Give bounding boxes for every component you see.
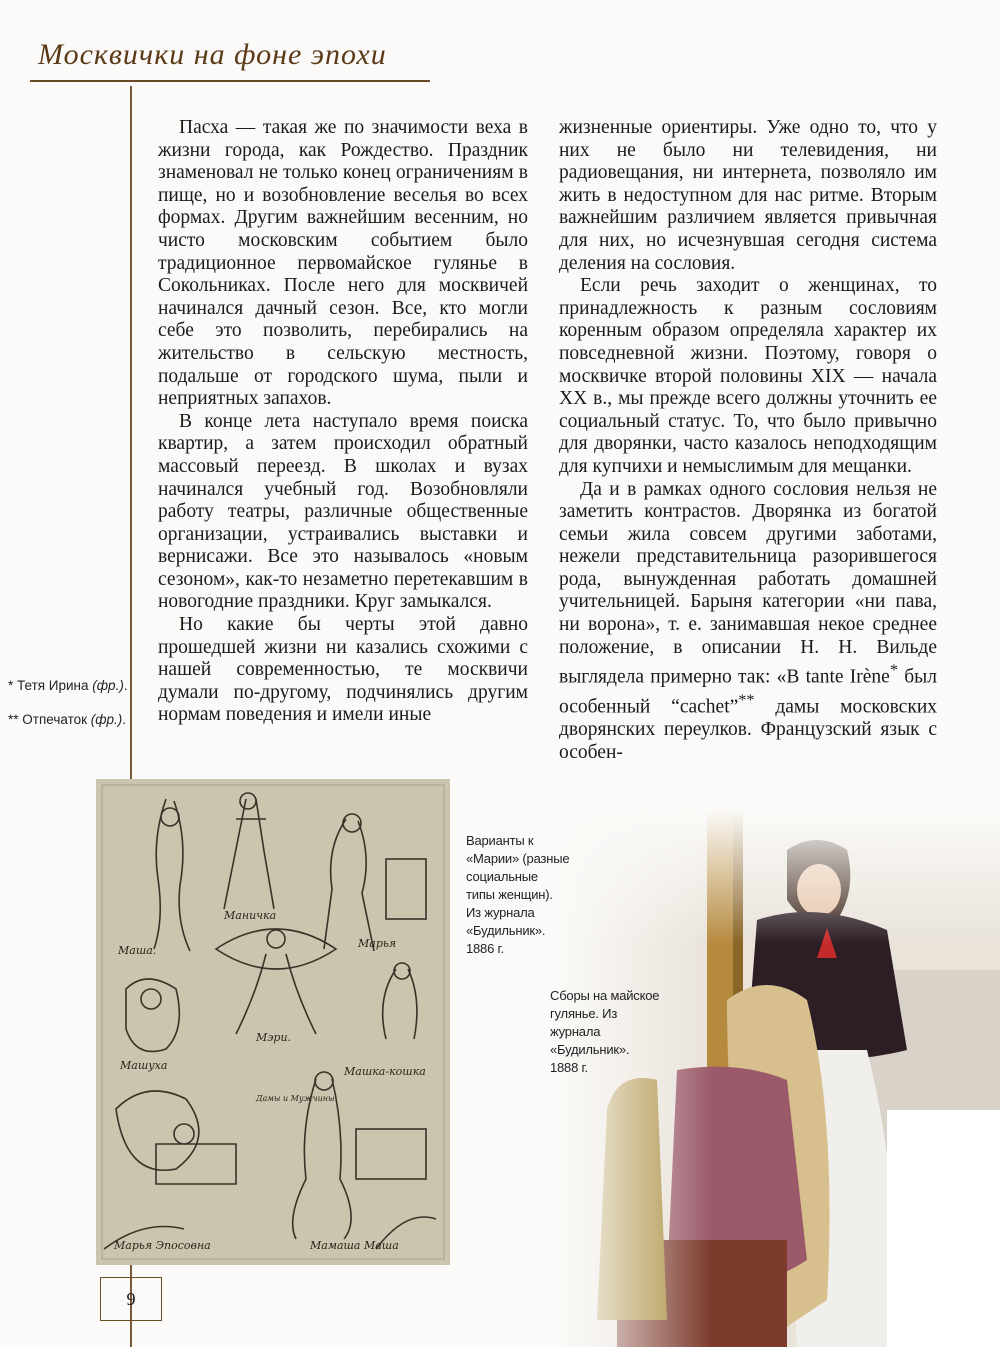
footnote-2: ** Отпечаток (фр.). [8, 712, 127, 727]
running-header [30, 28, 430, 86]
caption-sketch: Варианты к «Марии» (разные социальные типы женщин). Из журнала «Будильник». 1886 г. [466, 833, 570, 956]
sketch-label: Маша. [118, 944, 157, 957]
sketch-label: Маничка [224, 909, 277, 922]
paragraph: Да и в рамках одного сословия нельзя не заметить контрастов. Дворянка из богатой семьи жила совсем другими заботами, нежели представительница разорившегося рода, вынужденная работать домашней учительницей. Барыня категории «ни пава, ни ворона», т. е. занимавшая некое среднее положение, в описании Н. Н. Вильде выглядела примерно так: «B tante Irène* был особенный “cachet”** дамы московских дворянских переулков. Французский язык с особен- [559, 478, 937, 764]
sketch-illustration [96, 779, 450, 1265]
footnotes [8, 676, 128, 744]
paragraph: Но какие бы черты этой давно прошедшей жизни ни казались схожими с нашей современностью, те москвичи думали по-другому, подчинялись другим нормам поведения и имели иные [158, 614, 528, 726]
sketch-label: Мэри. [256, 1031, 292, 1044]
paragraph: В конце лета наступало время поиска квартир, а затем происходил обратный массовый переезд. В школах и вузах начинался учебный год. Возобновляли работу театры, различные общественные организации, устраивались выставки и вернисажи. Все это называлось «новым сезоном», как-то незаметно перетекавшим в новогодние праздники. Круг замыкался. [158, 410, 528, 613]
color-illustration [557, 810, 1000, 1347]
footnote-1: * Тетя Ирина (фр.). [8, 678, 128, 693]
header-rule [30, 80, 430, 82]
footnote-marker: ** [738, 691, 755, 710]
caption-color-illustration: Сборы на майское гулянье. Из журнала «Будильник». 1888 г. [550, 988, 660, 1075]
sketch-label: Марья Эпосовна [114, 1239, 211, 1252]
running-header-title: Москвички на фоне эпохи [38, 38, 387, 71]
page-number: 9 [100, 1277, 162, 1321]
sketch-label: Машуха [120, 1059, 168, 1072]
sketch-sign: Дамы и Мужчины [256, 1094, 335, 1103]
sketch-label: Машка-кошка [344, 1065, 426, 1078]
sketch-label: Мамаша Маша [310, 1239, 399, 1252]
footnote-marker: * [889, 661, 898, 680]
paragraph: жизненные ориентиры. Уже одно то, что у них не было ни телевидения, ни радиовещания, ни интернета, позволяло им жить в недоступном для нас ритме. Вторым важнейшим различием является привычная для них, но исчезнувшая сегодня система деления на сословия. [559, 117, 937, 274]
text-column-right [559, 117, 937, 765]
text-column-left [158, 117, 528, 727]
paragraph: Если речь заходит о женщинах, то принадлежность к разным сословиям коренным образом определяла характер их повседневной жизни. Поэтому, говоря о москвичке второй половины XIX — начала XX в., мы прежде всего должны уточнить ее социальный статус. То, что было привычно для дворянки, часто казалось неподходящим для купчихи и немыслимым для мещанки. [559, 275, 937, 477]
paragraph: Пасха — такая же по значимости веха в жизни города, как Рождество. Праздник знаменовал не только конец ограничениям в пище, но и возобновление веселья во всех формах. Другим важнейшим весенним, но чисто московским событием было традиционное первомайское гулянье в Сокольниках. После него для москвичей начинался дачный сезон. Все, кто могли себе это позволить, перебирались на жительство в сельскую местность, подальше от городского шума, пыли и неприятных запахов. [158, 117, 528, 410]
sketch-label: Марья [358, 937, 397, 950]
